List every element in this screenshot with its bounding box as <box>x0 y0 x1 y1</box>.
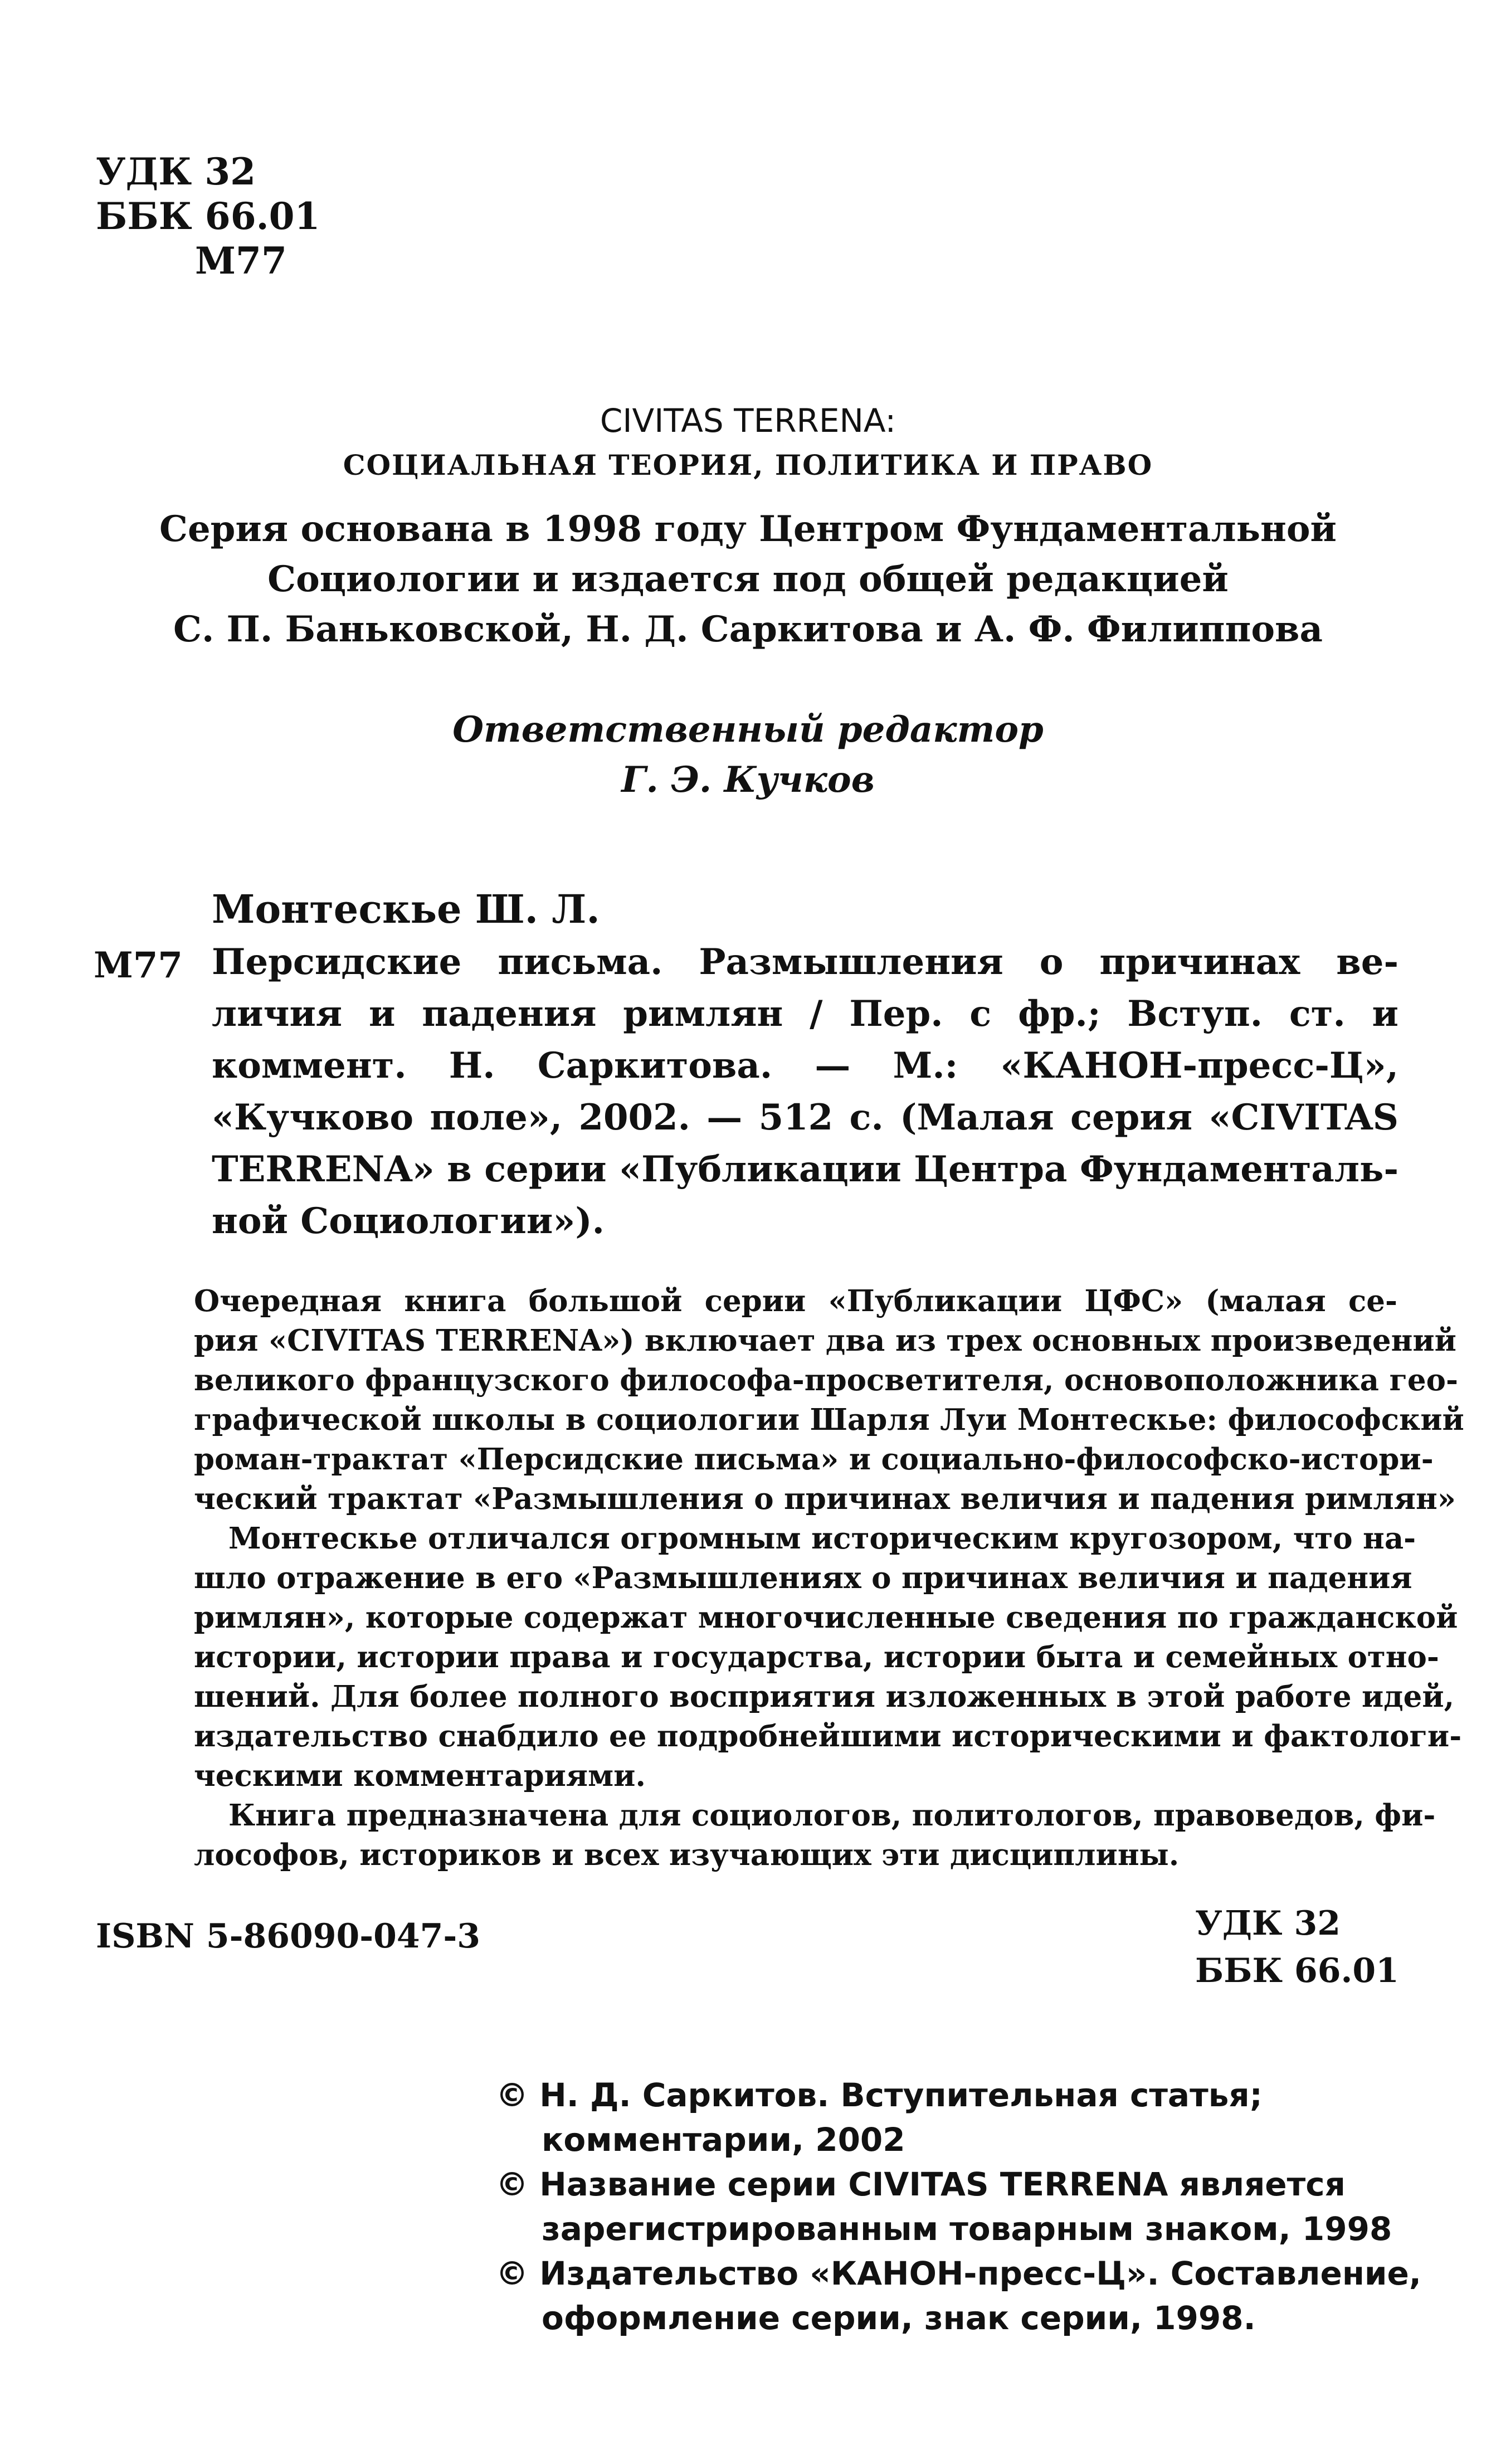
bibliographic-description <box>212 936 1398 1247</box>
abstract <box>194 1282 1464 1875</box>
classification-top <box>96 149 320 283</box>
series-founded-note <box>0 504 1496 655</box>
responsible-editor <box>0 705 1496 805</box>
bib-line: коммент. Н. Саркитова. — М.: «КАНОН-пресс-Ц», <box>212 1045 1398 1087</box>
abstract-line: издательство снабдило ее подробнейшими историческими и фактологи- <box>194 1719 1462 1754</box>
founded-line: С. П. Баньковской, Н. Д. Саркитова и А. Ф. Филиппова <box>173 608 1323 650</box>
bib-code: М77 <box>94 944 183 986</box>
abstract-line: графической школы в социологии Шарля Луи Монтескье: философский <box>194 1403 1464 1437</box>
abstract-line: роман-трактат «Персидские письма» и социально-философско-истори- <box>194 1442 1434 1477</box>
bib-line: TERRENA» в серии «Публикации Центра Фундаменталь- <box>212 1148 1398 1190</box>
series-header <box>0 398 1496 488</box>
series-subtitle: СОЦИАЛЬНАЯ ТЕОРИЯ, ПОЛИТИКА И ПРАВО <box>343 449 1153 481</box>
bbk-code: ББК 66.01 <box>96 194 320 238</box>
bib-line: личия и падения римлян / Пер. с фр.; Вступ. ст. и <box>212 993 1398 1035</box>
copyright-line: оформление серии, знак серии, 1998. <box>542 2299 1256 2337</box>
series-title: CIVITAS TERRENA: <box>600 402 896 440</box>
bib-line: Персидские письма. Размышления о причинах ве- <box>212 941 1398 983</box>
abstract-line: лософов, историков и всех изучающих эти дисциплины. <box>194 1838 1180 1872</box>
bib-line: ной Социологии»). <box>212 1200 605 1242</box>
abstract-line: Очередная книга большой серии «Публикации ЦФС» (малая се- <box>194 1284 1397 1318</box>
abstract-line: великого французского философа-просветителя, основоположника гео- <box>194 1363 1458 1397</box>
founded-line: Серия основана в 1998 году Центром Фундаментальной <box>159 508 1337 550</box>
copyright-line: зарегистрированным товарным знаком, 1998 <box>542 2210 1392 2248</box>
abstract-line: ческими комментариями. <box>194 1759 646 1793</box>
abstract-line: римлян», которые содержат многочисленные сведения по гражданской <box>194 1600 1458 1635</box>
abstract-line: ческий трактат «Размышления о причинах величия и падения римлян» <box>194 1482 1456 1516</box>
editor-name: Г. Э. Кучков <box>621 759 875 801</box>
copyright-line: © Издательство «КАНОН-пресс-Ц». Составление, <box>496 2254 1421 2292</box>
udk-code: УДК 32 <box>1195 1904 1341 1943</box>
udk-code: УДК 32 <box>96 150 256 193</box>
abstract-line: рия «CIVITAS TERRENA») включает два из трех основных произведений <box>194 1323 1456 1358</box>
bib-line: «Кучково поле», 2002. — 512 с. (Малая серия «CIVITAS <box>212 1097 1398 1138</box>
classification-bottom <box>1195 1900 1399 1995</box>
bbk-code: ББК 66.01 <box>1195 1951 1399 1990</box>
copyright-notices <box>496 2073 1421 2340</box>
abstract-line: Монтескье отличался огромным историческим кругозором, что на- <box>228 1521 1416 1556</box>
author-heading: Монтескье Ш. Л. <box>212 886 600 932</box>
isbn: ISBN 5-86090-047-3 <box>96 1917 481 1956</box>
abstract-line: шений. Для более полного восприятия изложенных в этой работе идей, <box>194 1679 1455 1714</box>
copyright-line: © Н. Д. Саркитов. Вступительная статья; <box>496 2076 1263 2114</box>
author-code: М77 <box>195 239 287 283</box>
abstract-line: истории, истории права и государства, истории быта и семейных отно- <box>194 1640 1439 1674</box>
founded-line: Социологии и издается под общей редакцией <box>267 558 1229 600</box>
abstract-line: шло отражение в его «Размышлениях о причинах величия и падения <box>194 1561 1412 1595</box>
copyright-line: © Название серии CIVITAS TERRENA является <box>496 2165 1346 2203</box>
copyright-line: комментарии, 2002 <box>542 2121 905 2159</box>
editor-role: Ответственный редактор <box>452 709 1044 751</box>
abstract-line: Книга предназначена для социологов, политологов, правоведов, фи- <box>228 1798 1436 1833</box>
